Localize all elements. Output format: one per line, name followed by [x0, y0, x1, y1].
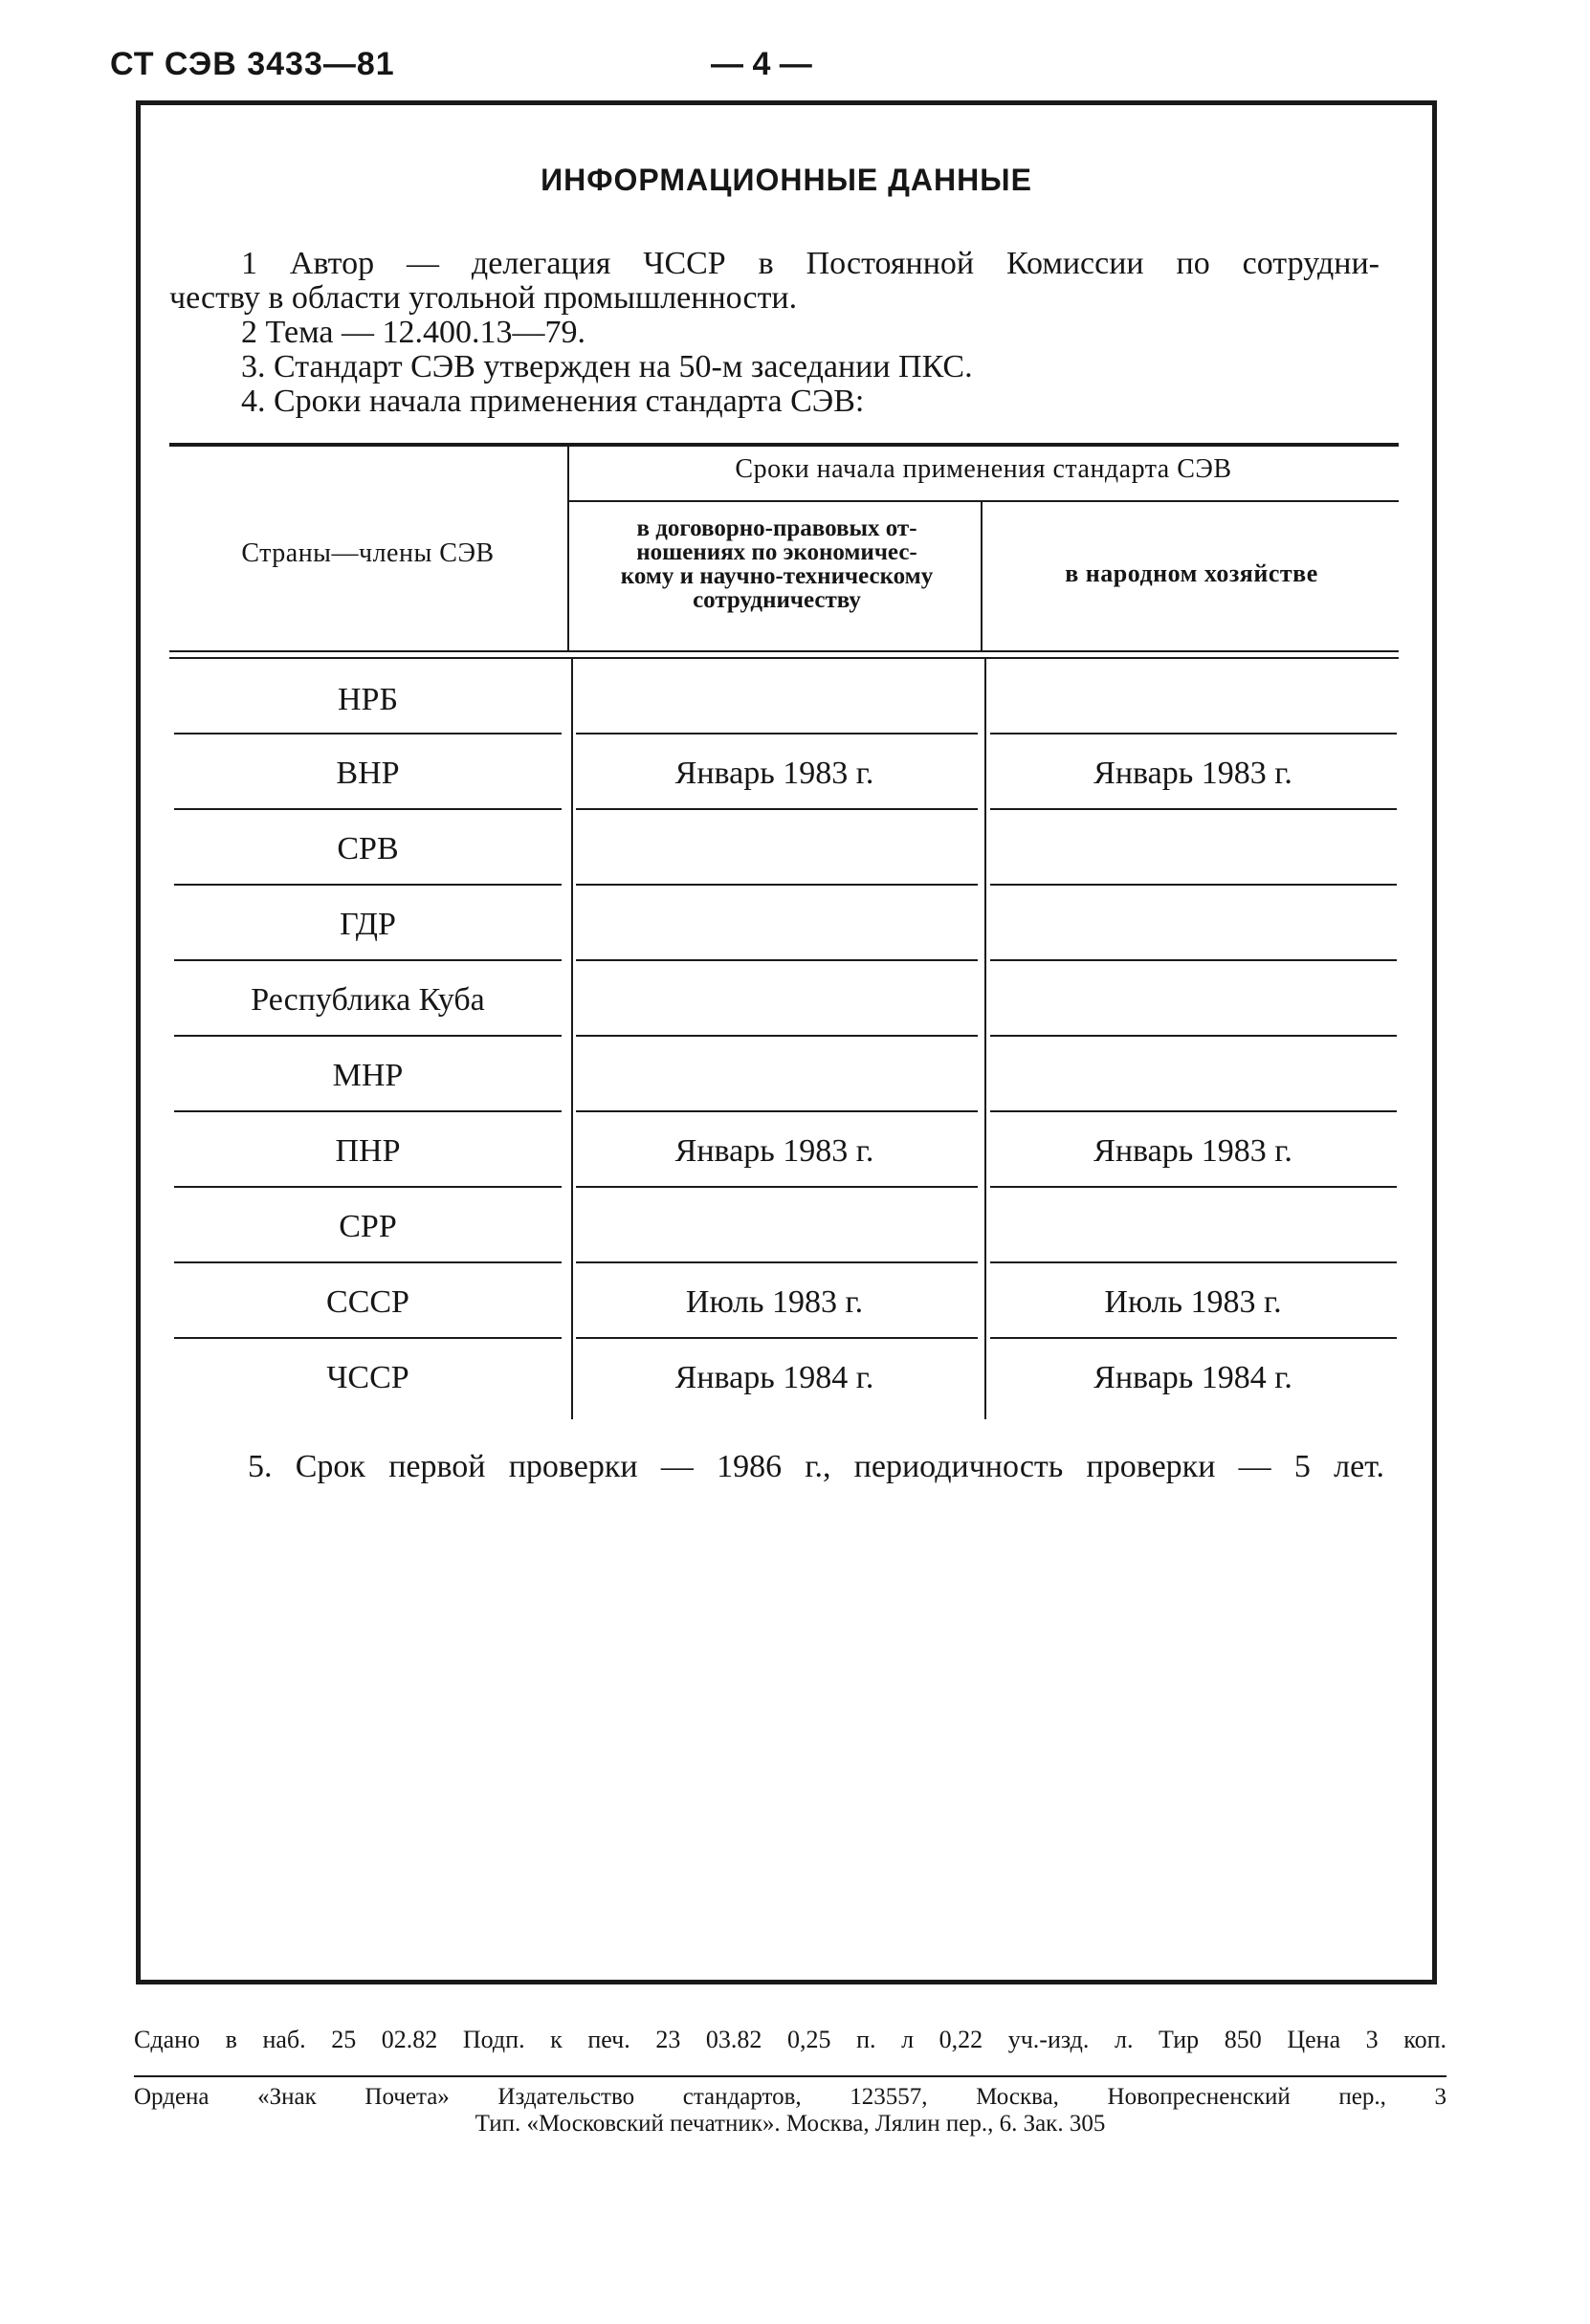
table-cell-agreements: Январь 1983 г. — [674, 1133, 874, 1169]
table-cell-economy: Январь 1983 г. — [1093, 1133, 1292, 1169]
table-cell-country: ПНР — [335, 1133, 401, 1169]
row-rule — [990, 1035, 1397, 1037]
row-rule — [576, 959, 978, 961]
table-cell-agreements: Январь 1984 г. — [674, 1360, 874, 1395]
row-rule — [576, 1261, 978, 1263]
table-cell-country: НРБ — [338, 682, 398, 717]
info-item-start-dates: 4. Сроки начала применения стандарта СЭВ: — [241, 384, 865, 419]
imprint-print-details: Сдано в наб. 25 02.82 Подп. к печ. 23 03.82 0,25 п. л 0,22 уч.-изд. л. Тир 850 Цена 3 коп. — [134, 2026, 1446, 2053]
table-cell-country: СРВ — [337, 831, 399, 866]
table-cell-economy: Январь 1984 г. — [1093, 1360, 1292, 1395]
row-rule — [990, 1186, 1397, 1188]
info-item-review: 5. Срок первой проверки — 1986 г., периодичность проверки — 5 лет. — [248, 1449, 1384, 1484]
row-rule — [990, 1337, 1397, 1339]
imprint-publisher: Ордена «Знак Почета» Издательство стандартов, 123557, Москва, Новопресненский пер., 3 — [134, 2084, 1446, 2110]
row-rule — [174, 733, 562, 734]
row-rule — [174, 1110, 562, 1112]
table-cell-country: СРР — [339, 1209, 397, 1244]
row-rule — [174, 808, 562, 810]
row-rule — [990, 1110, 1397, 1112]
row-rule — [576, 1186, 978, 1188]
table-top-rule — [169, 443, 1399, 447]
column-divider — [984, 659, 986, 1419]
info-item-author-continued: честву в области угольной промышленности. — [169, 280, 798, 316]
table-cell-economy: Январь 1983 г. — [1093, 756, 1292, 791]
table-cell-agreements: Январь 1983 г. — [674, 756, 874, 791]
header-bottom-rule — [169, 650, 1399, 652]
info-item-topic: 2 Тема — 12.400.13—79. — [241, 315, 585, 350]
table-cell-country: СССР — [326, 1284, 409, 1320]
page-header — [110, 46, 1449, 94]
footer-rule — [134, 2075, 1446, 2077]
document-code: СТ СЭВ 3433—81 — [110, 46, 395, 82]
start-dates-table — [169, 443, 1399, 1524]
row-rule — [174, 884, 562, 886]
table-cell-country: Республика Куба — [251, 982, 485, 1018]
row-rule — [576, 733, 978, 734]
table-cell-country: ЧССР — [326, 1360, 409, 1395]
info-item-author: 1 Автор — делегация ЧССР в Постоянной Комиссии по сотрудни- — [241, 246, 1380, 281]
table-cell-agreements: Июль 1983 г. — [685, 1284, 864, 1320]
row-rule — [990, 733, 1397, 734]
table-cell-country: МНР — [332, 1058, 404, 1093]
row-rule — [576, 884, 978, 886]
row-rule — [576, 1035, 978, 1037]
content-frame — [136, 100, 1437, 1984]
row-rule — [990, 808, 1397, 810]
table-cell-economy: Июль 1983 г. — [1104, 1284, 1282, 1320]
row-rule — [576, 1337, 978, 1339]
row-rule — [174, 1186, 562, 1188]
header-countries: Страны—члены СЭВ — [241, 538, 495, 568]
table-cell-country: ВНР — [336, 756, 400, 791]
row-rule — [576, 808, 978, 810]
header-start-dates-group: Сроки начала применения стандарта СЭВ — [735, 454, 1232, 484]
header-national-economy: в народном хозяйстве — [1065, 559, 1318, 587]
info-item-approval: 3. Стандарт СЭВ утвержден на 50-м заседании ПКС. — [241, 349, 973, 384]
section-title: ИНФОРМАЦИОННЫЕ ДАННЫЕ — [541, 163, 1032, 197]
imprint-printing-house: Тип. «Московский печатник». Москва, Лялин пер., 6. Зак. 305 — [475, 2111, 1106, 2137]
row-rule — [174, 959, 562, 961]
page-number: — 4 — — [711, 46, 812, 82]
row-rule — [174, 1035, 562, 1037]
row-rule — [174, 1337, 562, 1339]
group-header-rule — [569, 500, 1399, 502]
header-agreements: в договорно-правовых от- ношениях по экономичес- кому и научно-техническому сотрудничеству — [620, 515, 934, 613]
row-rule — [174, 1261, 562, 1263]
row-rule — [990, 884, 1397, 886]
header-bottom-rule-2 — [169, 657, 1399, 659]
row-rule — [990, 959, 1397, 961]
row-rule — [576, 1110, 978, 1112]
row-rule — [990, 1261, 1397, 1263]
table-cell-country: ГДР — [340, 907, 396, 942]
